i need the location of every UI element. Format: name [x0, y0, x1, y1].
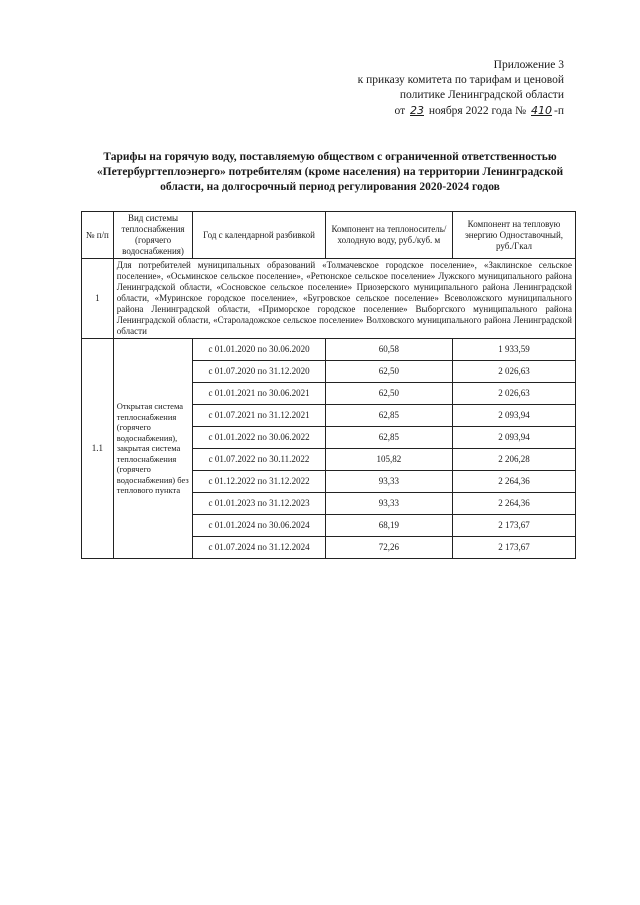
component-cell: 62,85	[325, 427, 452, 449]
header-component: Компонент на теплоноситель/холодную воду, руб./куб. м	[325, 212, 452, 259]
period-cell: с 01.01.2024 по 30.06.2024	[193, 515, 326, 537]
period-cell: с 01.12.2022 по 31.12.2022	[193, 471, 326, 493]
annex-order-number: 410	[531, 104, 553, 117]
period-cell: с 01.07.2022 по 30.11.2022	[193, 449, 326, 471]
period-cell: с 01.07.2021 по 31.12.2021	[193, 405, 326, 427]
period-cell: с 01.07.2024 по 31.12.2024	[193, 537, 326, 559]
annex-header	[304, 58, 564, 119]
component-cell: 93,33	[325, 471, 452, 493]
row-system: Открытая система теплоснабжения (горячего водоснабжения), закрытая система теплоснабжения (горячего водоснабжения) без теплового пункта	[113, 339, 193, 559]
energy-cell: 2 173,67	[453, 537, 576, 559]
tariff-table	[81, 211, 576, 559]
energy-cell: 2 026,63	[453, 361, 576, 383]
component-cell: 93,33	[325, 493, 452, 515]
energy-cell: 2 264,36	[453, 471, 576, 493]
component-cell: 105,82	[325, 449, 452, 471]
energy-cell: 2 093,94	[453, 405, 576, 427]
header-num: № п/п	[82, 212, 114, 259]
document-title: Тарифы на горячую воду, поставляемую обществом с ограниченной ответственностью «Петербургтеплоэнерго» потребителям (кроме населения) на территории Ленинградской области, на долгосрочный период регулирования 2020-2024 годов	[96, 151, 564, 193]
energy-cell: 2 206,28	[453, 449, 576, 471]
component-cell: 68,19	[325, 515, 452, 537]
group-consumers: Для потребителей муниципальных образований «Толмачевское городское поселение», «Заклинское сельское поселение», «Осьминское сельское поселение», «Ретюнское сельское поселение» Лужского муниципального района Ленинградской области, «Сосновское сельское поселение» Приозерского муниципального района Ленинградской области, «Муринское городское поселение», «Бугровское сельское поселение» Всеволожского муниципального района Ленинградской области, «Приморское городское поселение» Выборгского муниципального района Ленинградской области, «Староладожское сельское поселение» Волховского муниципального района Ленинградской области	[113, 259, 575, 339]
component-cell: 72,26	[325, 537, 452, 559]
energy-cell: 2 173,67	[453, 515, 576, 537]
period-cell: с 01.01.2023 по 31.12.2023	[193, 493, 326, 515]
annex-order-ref: к приказу комитета по тарифам и ценовой	[357, 74, 564, 86]
annex-date-middle: ноября 2022 года №	[428, 105, 527, 117]
annex-title: Приложение 3	[493, 59, 564, 71]
energy-cell: 2 093,94	[453, 427, 576, 449]
energy-cell: 2 264,36	[453, 493, 576, 515]
group-row	[82, 259, 576, 339]
component-cell: 60,58	[325, 339, 452, 361]
header-system: Вид системы теплоснабжения (горячего водоснабжения)	[113, 212, 193, 259]
table-header-row	[82, 212, 576, 259]
energy-cell: 2 026,63	[453, 383, 576, 405]
energy-cell: 1 933,59	[453, 339, 576, 361]
period-cell: с 01.01.2022 по 30.06.2022	[193, 427, 326, 449]
component-cell: 62,85	[325, 405, 452, 427]
period-cell: с 01.01.2020 по 30.06.2020	[193, 339, 326, 361]
header-period: Год с календарной разбивкой	[193, 212, 326, 259]
annex-committee: политике Ленинградской области	[399, 89, 564, 101]
annex-date-day: 23	[409, 104, 424, 117]
annex-date-line	[304, 103, 564, 119]
row-num: 1.1	[82, 339, 114, 559]
period-cell: с 01.07.2020 по 31.12.2020	[193, 361, 326, 383]
annex-date-prefix: от	[394, 105, 406, 117]
group-num: 1	[82, 259, 114, 339]
header-energy: Компонент на тепловую энергию Одноставочный, руб./Гкал	[453, 212, 576, 259]
period-cell: с 01.01.2021 по 30.06.2021	[193, 383, 326, 405]
annex-order-suffix: -п	[554, 105, 564, 117]
period-row	[82, 339, 576, 361]
component-cell: 62,50	[325, 361, 452, 383]
component-cell: 62,50	[325, 383, 452, 405]
